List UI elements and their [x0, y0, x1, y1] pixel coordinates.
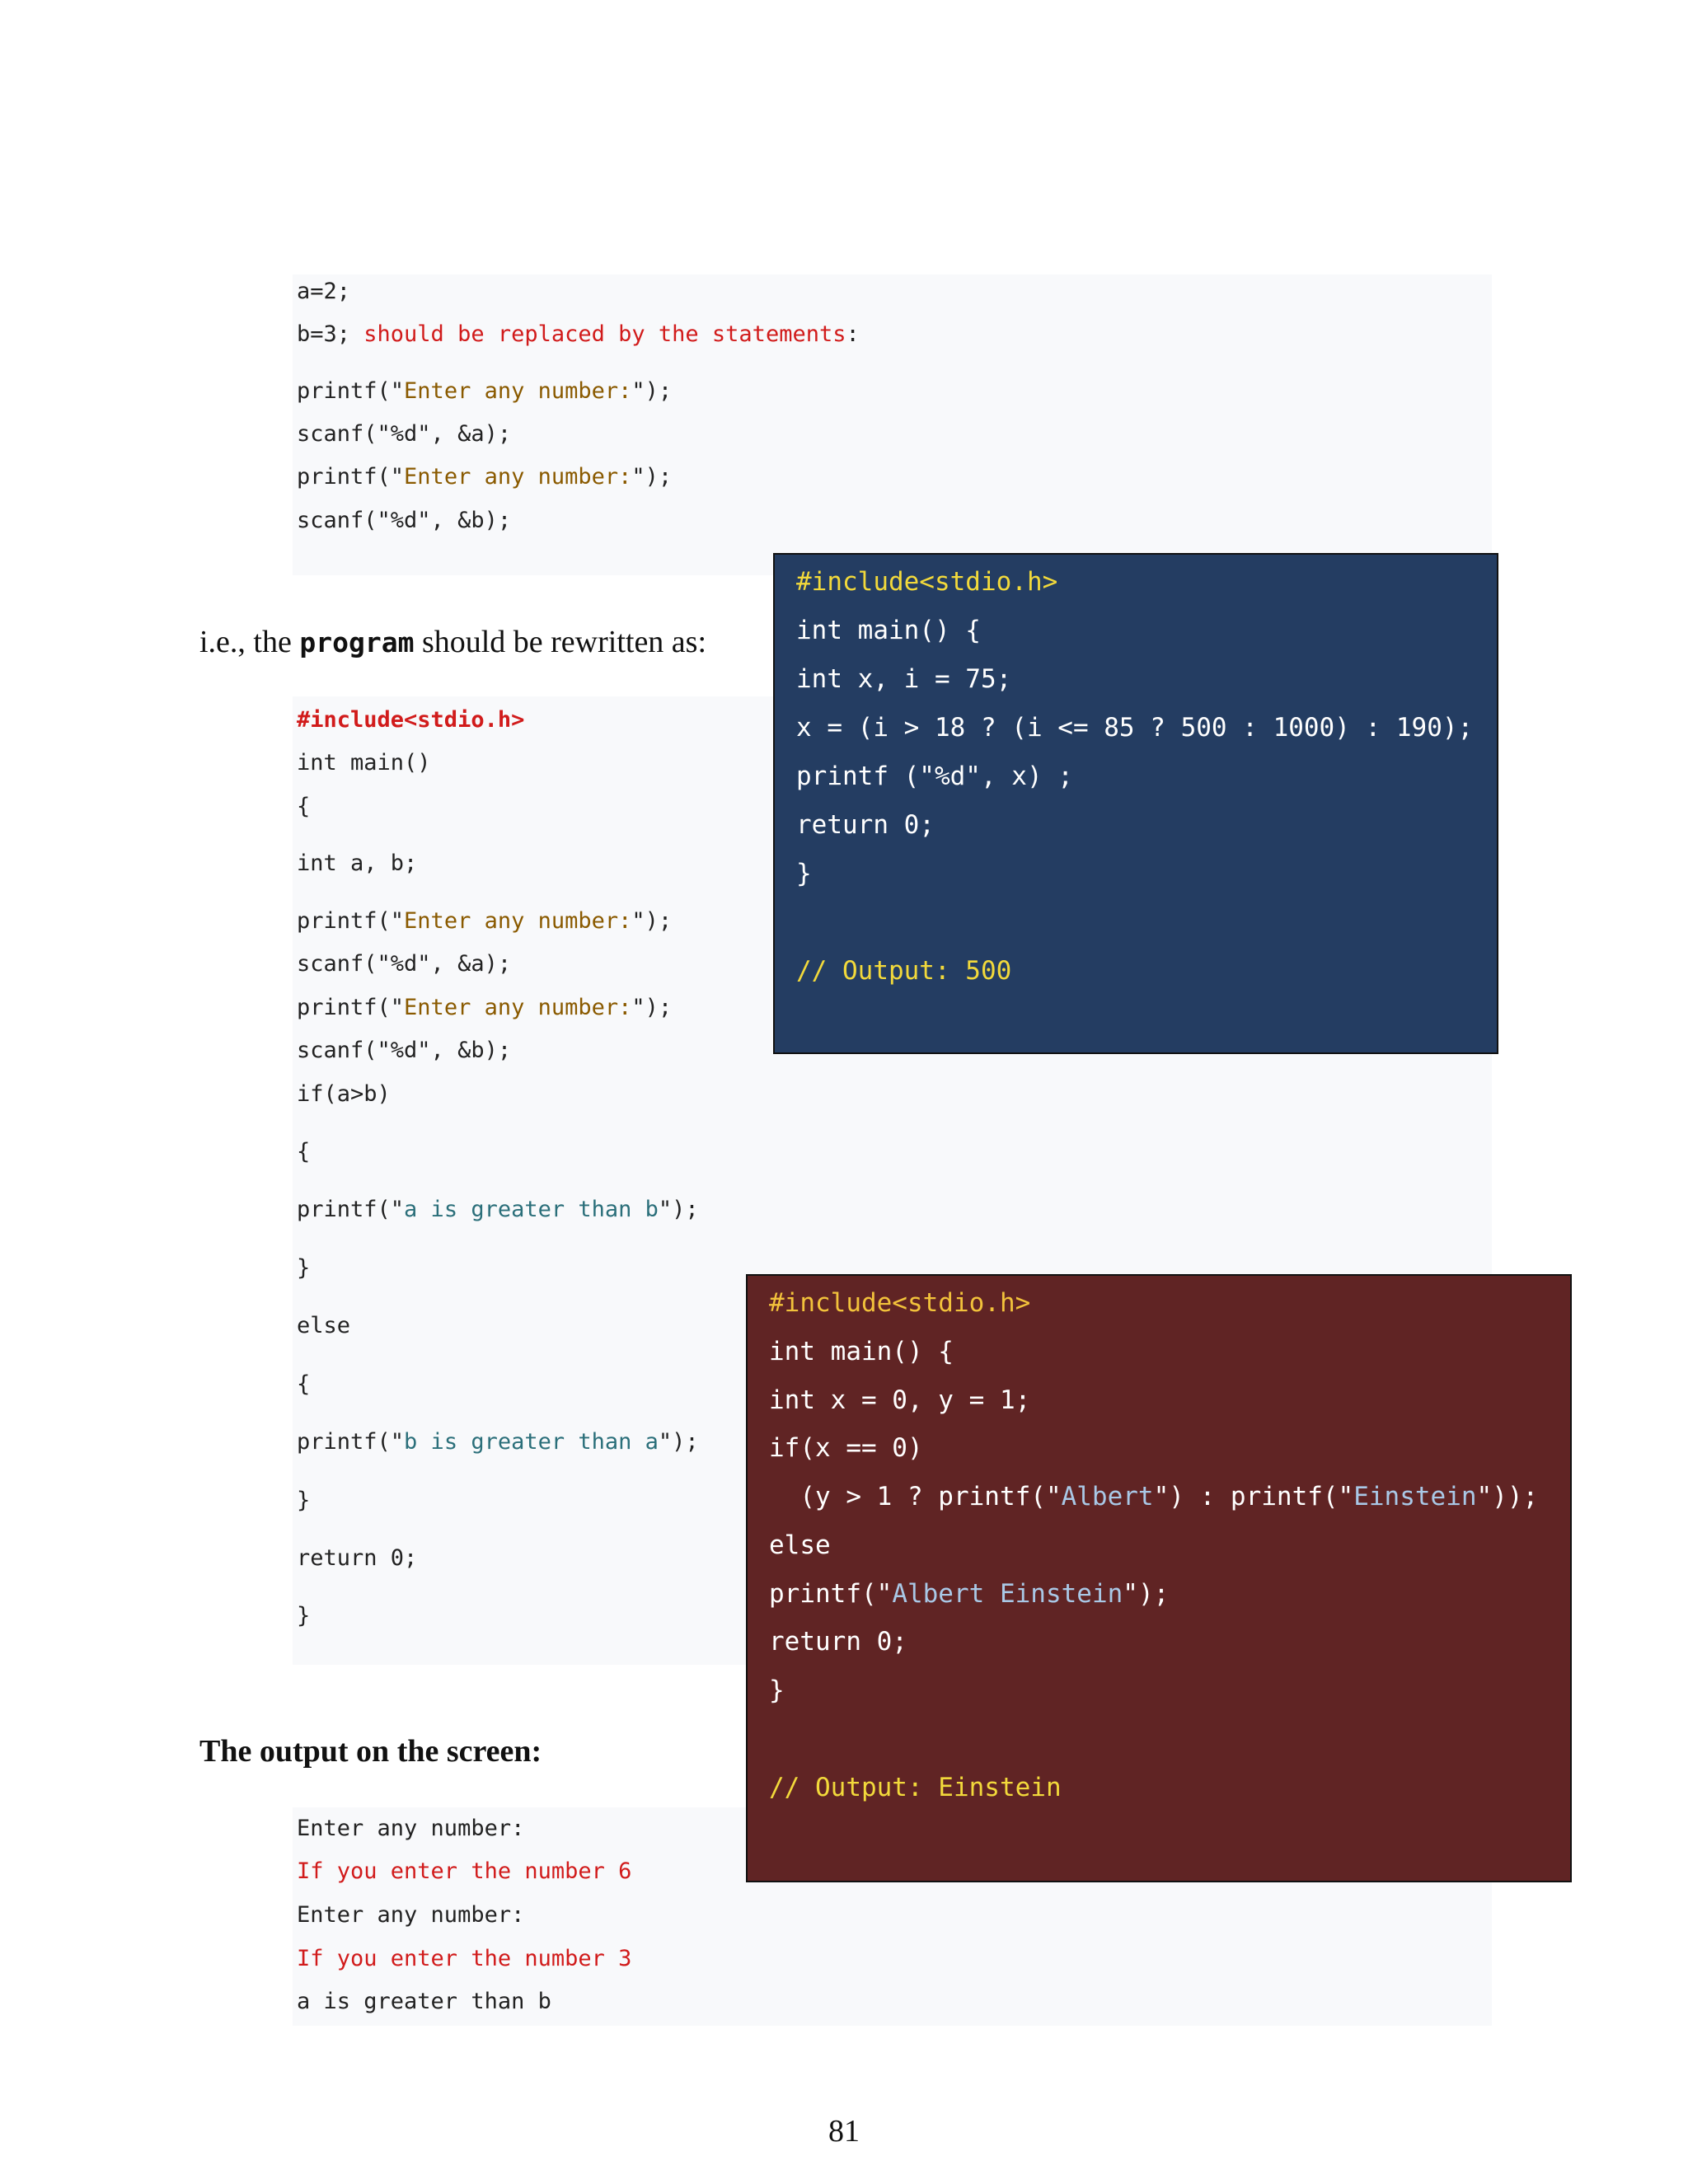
output-comment: // Output: Einstein [769, 1773, 1062, 1802]
code-text: (y > 1 ? printf(" [769, 1482, 1062, 1511]
code-line [297, 1431, 699, 1453]
code-line: } [769, 1675, 785, 1705]
code-line: } [796, 859, 812, 888]
code-line: int main() [297, 750, 431, 776]
code-text: printf(" [297, 378, 405, 404]
string-literal: b is greater than a [404, 1429, 659, 1455]
code-text: "); [631, 464, 673, 490]
code-text: "); [1123, 1579, 1170, 1609]
string-literal: a is greater than b [404, 1197, 659, 1222]
code-line: int main() { [769, 1337, 954, 1366]
code-text: printf(" [297, 995, 405, 1020]
code-text: printf(" [297, 464, 405, 490]
code-line [769, 1484, 1538, 1510]
code-line [297, 996, 672, 1019]
code-line [769, 1579, 1170, 1609]
rewrite-paragraph [199, 626, 706, 658]
include-directive: #include<stdio.h> [769, 1288, 1031, 1318]
code-text: "); [631, 378, 673, 404]
code-line: if(x == 0) [769, 1433, 923, 1463]
code-line: { [297, 1139, 311, 1165]
code-line: scanf("%d", &a); [297, 421, 512, 447]
code-text: "); [631, 995, 673, 1020]
output-note: If you enter the number 6 [297, 1858, 632, 1884]
conditional-example-box [746, 1274, 1572, 1882]
code-line: } [297, 1255, 311, 1281]
code-line: int x, i = 75; [796, 664, 1012, 694]
code-text: printf(" [297, 908, 405, 934]
code-panel-replacement [293, 274, 1492, 575]
code-line: printf ("%d", x) ; [796, 762, 1073, 791]
code-line: int a, b; [297, 851, 418, 876]
code-line: scanf("%d", &a); [297, 951, 512, 977]
output-line: a is greater than b [297, 1989, 551, 2014]
code-text: "); [658, 1429, 699, 1455]
code-line [297, 1198, 699, 1221]
code-line: { [297, 794, 311, 819]
code-line: if(a>b) [297, 1081, 391, 1107]
string-literal: Enter any number: [404, 995, 632, 1020]
code-line [297, 323, 860, 345]
code-line [297, 380, 672, 402]
string-literal: Albert Einstein [892, 1579, 1123, 1609]
output-comment: // Output: 500 [796, 956, 1012, 986]
code-line: } [297, 1603, 311, 1629]
code-text: "); [631, 908, 673, 934]
code-line: int main() { [796, 616, 981, 645]
code-line: return 0; [297, 1545, 418, 1571]
code-line: } [297, 1488, 311, 1513]
code-line: else [297, 1313, 351, 1338]
code-line: else [769, 1530, 831, 1560]
include-directive: #include<stdio.h> [297, 707, 525, 733]
code-text: b=3; [297, 321, 364, 347]
output-note: If you enter the number 3 [297, 1946, 632, 1971]
string-literal: Enter any number: [404, 464, 632, 490]
string-literal: Enter any number: [404, 378, 632, 404]
code-line: x = (i > 18 ? (i <= 85 ? 500 : 1000) : 190); [796, 713, 1474, 743]
output-line: Enter any number: [297, 1902, 525, 1928]
code-text: ")); [1476, 1482, 1539, 1511]
code-text: ") : printf(" [1153, 1482, 1354, 1511]
code-text: printf(" [297, 1429, 405, 1455]
include-directive: #include<stdio.h> [796, 567, 1058, 597]
code-line [297, 910, 672, 932]
inline-code: program [299, 626, 415, 658]
prose-text: should be rewritten as: [414, 625, 707, 659]
code-text: printf(" [297, 1197, 405, 1222]
string-literal: Albert [1061, 1482, 1154, 1511]
code-line: a=2; [297, 279, 351, 304]
code-line: return 0; [769, 1627, 907, 1657]
string-literal: Enter any number: [404, 908, 632, 934]
output-line: Enter any number: [297, 1816, 525, 1841]
page-number: 81 [828, 2114, 860, 2149]
output-heading: The output on the screen: [199, 1734, 542, 1769]
code-line: scanf("%d", &b); [297, 1038, 512, 1063]
code-line [297, 466, 672, 488]
code-text: printf(" [769, 1579, 893, 1609]
ternary-example-box [773, 553, 1498, 1054]
inline-comment: should be replaced by the statements [363, 321, 846, 347]
code-line: { [297, 1371, 311, 1397]
code-line: int x = 0, y = 1; [769, 1385, 1031, 1415]
code-text: : [846, 321, 860, 347]
string-literal: Einstein [1353, 1482, 1477, 1511]
prose-text: i.e., the [199, 625, 300, 659]
code-text: "); [658, 1197, 699, 1222]
code-line: return 0; [796, 810, 935, 840]
code-line: scanf("%d", &b); [297, 508, 512, 533]
